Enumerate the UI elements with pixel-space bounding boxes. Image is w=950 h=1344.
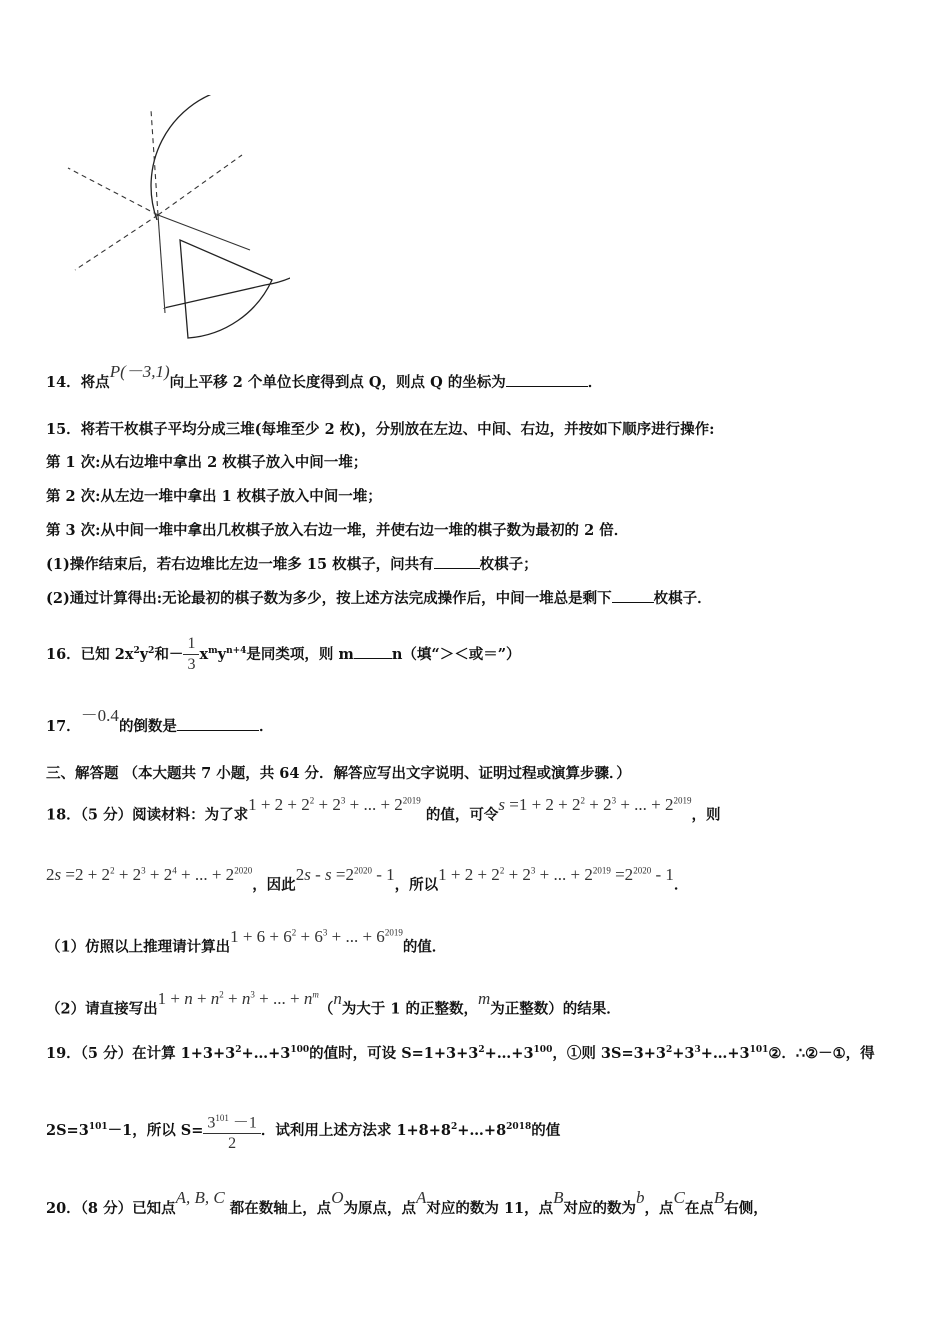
q15-step3: 第 3 次:从中间一堆中拿出几枚棋子放入右边一堆，并使右边一堆的棋子数为最初的 2 倍． xyxy=(46,522,629,539)
q18: 18．（5 分）阅读材料：为了求$1 + 2 + 2^2 + 2^3$ + ... + $2^{2019}$ 的值，可令$s =1 + 2 + 2^2 + 2^3$ + ... + $2^{2019}$，则 xyxy=(46,794,721,824)
q15-step2: 第 2 次:从左边一堆中拿出 1 枚棋子放入中间一堆； xyxy=(46,488,382,505)
q17: 17．－0.4的倒数是 ． xyxy=(46,706,274,735)
q15-step1: 第 1 次:从右边堆中拿出 2 枚棋子放入中间一堆； xyxy=(46,454,368,471)
circle-sector-figure xyxy=(40,95,290,350)
q20: 20．（8 分）已知点A, B, C 都在数轴上，点O为原点，点A对应的数为 11，点B对应的数为b，点C在点B右侧， xyxy=(46,1188,768,1217)
section-3-heading: 三、解答题 （本大题共 7 小题，共 64 分．解答应写出文字说明、证明过程或演算步骤．） xyxy=(46,765,631,782)
q18-derivation: $2s =2 + 2^2 + 2^3 + 2^4$ + ... + $2^{2020}$，因此$2s - s =2^{2020} - 1$，所以$1 + 2 + 2^2 + 2^3$ + ... + $2^{2019} =2^{2020} - 1$． xyxy=(46,864,689,894)
q19-line2: $2S=3^{101}-1$，所以 S= $\frac{3^{101} -1}{2}$ ．试利用上述方法求 $1+8+8^2+\dots+8^{2018}$的值 xyxy=(46,1104,560,1154)
q15-part1: (1)操作结束后，若右边堆比左边一堆多 15 枚棋子，问共有 枚棋子； xyxy=(46,556,538,573)
q18-part1: （1）仿照以上推理请计算出$1 + 6 + 6^2 + 6^3$ + ... + $6^{2019}$的值． xyxy=(46,926,447,956)
q18-part2: （2）请直接写出$1 + n + n^2 + n^3$ + ... + $n^m(n$为大于 1 的正整数，m为正整数）的结果． xyxy=(46,988,621,1018)
q16: 16．已知 $2x^2y^2$和－ $\frac{1}{3}$ $x^my^{n+4}$是同类项，则 m n（填“＞＜或＝”） xyxy=(46,635,521,674)
q19: 19．（5 分）在计算 $1+3+3^2+\dots+3^{100}$的值时，可设 $S=1+3+3^2+\dots+3^{100}$，①则 $3S=3+3^2+3^3+\dots+3^{101}②$．∴②－①，得 xyxy=(46,1044,875,1062)
q14: 14．将点P(－3,1)向上平移 2 个单位长度得到点 Q，则点 Q 的坐标为 ． xyxy=(46,362,603,391)
q15-part2: (2)通过计算得出:无论最初的棋子数为多少，按上述方法完成操作后，中间一堆总是剩下 枚棋子． xyxy=(46,590,712,607)
q15-intro: 15．将若干枚棋子平均分成三堆(每堆至少 2 枚)，分别放在左边、中间、右边，并按如下顺序进行操作: xyxy=(46,421,715,438)
